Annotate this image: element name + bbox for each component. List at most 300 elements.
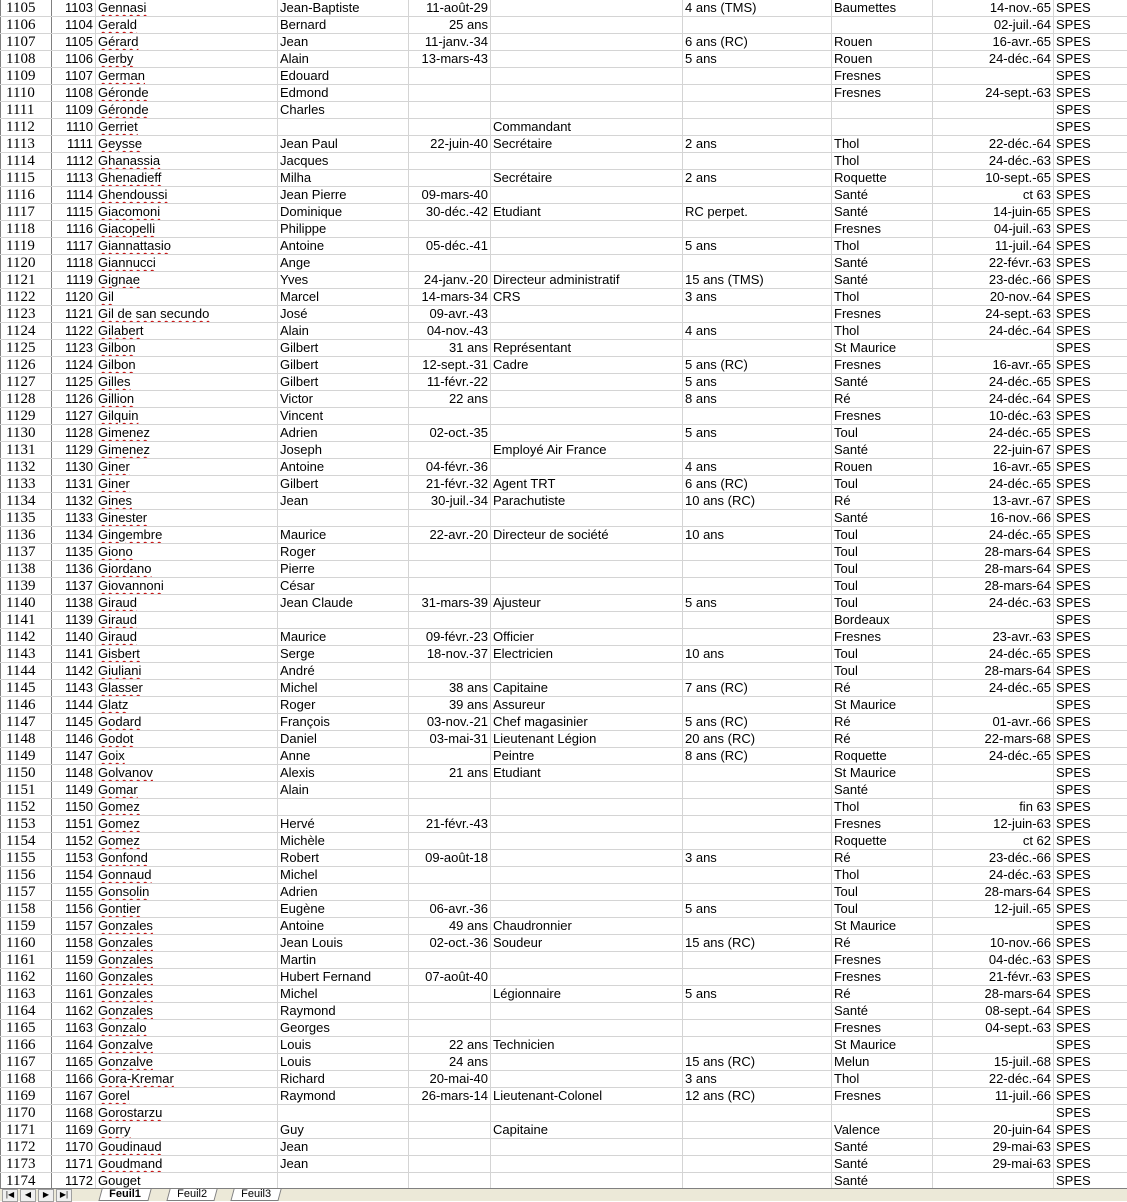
firstname-cell[interactable]: Georges (278, 1020, 409, 1037)
birth-cell[interactable]: 31 ans (409, 340, 491, 357)
profession-cell[interactable] (491, 1156, 683, 1173)
place-cell[interactable]: Thol (832, 799, 933, 816)
firstname-cell[interactable]: Louis (278, 1054, 409, 1071)
profession-cell[interactable]: Secrétaire (491, 136, 683, 153)
id-cell[interactable]: 1107 (52, 68, 96, 85)
firstname-cell[interactable]: Marcel (278, 289, 409, 306)
sentence-cell[interactable] (683, 884, 832, 901)
date-cell[interactable]: 15-juil.-68 (933, 1054, 1054, 1071)
org-cell[interactable]: SPES (1054, 51, 1127, 68)
row-header[interactable]: 1111 (1, 102, 52, 119)
surname-cell[interactable] (96, 17, 278, 34)
row-header[interactable]: 1135 (1, 510, 52, 527)
firstname-cell[interactable]: Alain (278, 51, 409, 68)
profession-cell[interactable]: Directeur administratif (491, 272, 683, 289)
sentence-cell[interactable] (683, 102, 832, 119)
firstname-cell[interactable] (278, 510, 409, 527)
sentence-cell[interactable]: 5 ans (683, 595, 832, 612)
firstname-cell[interactable]: Gilbert (278, 357, 409, 374)
firstname-cell[interactable]: Vincent (278, 408, 409, 425)
org-cell[interactable]: SPES (1054, 629, 1127, 646)
profession-cell[interactable] (491, 1054, 683, 1071)
id-cell[interactable]: 1110 (52, 119, 96, 136)
id-cell[interactable]: 1168 (52, 1105, 96, 1122)
profession-cell[interactable] (491, 1020, 683, 1037)
org-cell[interactable]: SPES (1054, 68, 1127, 85)
org-cell[interactable]: SPES (1054, 425, 1127, 442)
profession-cell[interactable] (491, 901, 683, 918)
row-header[interactable]: 1147 (1, 714, 52, 731)
id-cell[interactable]: 1124 (52, 357, 96, 374)
firstname-cell[interactable] (278, 119, 409, 136)
row-header[interactable]: 1142 (1, 629, 52, 646)
birth-cell[interactable] (409, 255, 491, 272)
profession-cell[interactable]: Secrétaire (491, 170, 683, 187)
id-cell[interactable]: 1165 (52, 1054, 96, 1071)
birth-cell[interactable]: 11-févr.-22 (409, 374, 491, 391)
surname-cell[interactable] (96, 1088, 278, 1105)
sentence-cell[interactable] (683, 255, 832, 272)
profession-cell[interactable] (491, 1105, 683, 1122)
row-header[interactable]: 1127 (1, 374, 52, 391)
row-header[interactable]: 1162 (1, 969, 52, 986)
org-cell[interactable]: SPES (1054, 0, 1127, 17)
org-cell[interactable]: SPES (1054, 357, 1127, 374)
row-header[interactable]: 1167 (1, 1054, 52, 1071)
profession-cell[interactable] (491, 561, 683, 578)
birth-cell[interactable]: 03-nov.-21 (409, 714, 491, 731)
date-cell[interactable]: 13-avr.-67 (933, 493, 1054, 510)
row-header[interactable]: 1155 (1, 850, 52, 867)
sentence-cell[interactable]: 3 ans (683, 850, 832, 867)
sentence-cell[interactable] (683, 765, 832, 782)
id-cell[interactable]: 1136 (52, 561, 96, 578)
row-header[interactable]: 1114 (1, 153, 52, 170)
place-cell[interactable]: Roquette (832, 170, 933, 187)
date-cell[interactable] (933, 340, 1054, 357)
place-cell[interactable]: Fresnes (832, 357, 933, 374)
birth-cell[interactable]: 22 ans (409, 1037, 491, 1054)
date-cell[interactable]: 22-mars-68 (933, 731, 1054, 748)
row-header[interactable]: 1113 (1, 136, 52, 153)
place-cell[interactable]: Bordeaux (832, 612, 933, 629)
place-cell[interactable]: Santé (832, 1173, 933, 1190)
profession-cell[interactable]: Employé Air France (491, 442, 683, 459)
row-header[interactable]: 1165 (1, 1020, 52, 1037)
row-header[interactable]: 1119 (1, 238, 52, 255)
firstname-cell[interactable]: Roger (278, 697, 409, 714)
surname-cell[interactable] (96, 1020, 278, 1037)
id-cell[interactable]: 1131 (52, 476, 96, 493)
date-cell[interactable] (933, 68, 1054, 85)
date-cell[interactable]: 24-déc.-64 (933, 391, 1054, 408)
row-header[interactable]: 1170 (1, 1105, 52, 1122)
sentence-cell[interactable] (683, 510, 832, 527)
place-cell[interactable]: Fresnes (832, 68, 933, 85)
place-cell[interactable]: Ré (832, 850, 933, 867)
sentence-cell[interactable]: 15 ans (RC) (683, 935, 832, 952)
surname-cell[interactable] (96, 68, 278, 85)
org-cell[interactable]: SPES (1054, 323, 1127, 340)
row-header[interactable]: 1121 (1, 272, 52, 289)
org-cell[interactable]: SPES (1054, 697, 1127, 714)
surname-cell[interactable] (96, 153, 278, 170)
surname-cell[interactable] (96, 544, 278, 561)
profession-cell[interactable] (491, 17, 683, 34)
place-cell[interactable]: Thol (832, 136, 933, 153)
firstname-cell[interactable]: Jean (278, 1139, 409, 1156)
id-cell[interactable]: 1121 (52, 306, 96, 323)
place-cell[interactable]: Ré (832, 935, 933, 952)
firstname-cell[interactable]: Guy (278, 1122, 409, 1139)
date-cell[interactable]: 24-déc.-65 (933, 646, 1054, 663)
sentence-cell[interactable] (683, 340, 832, 357)
row-header[interactable]: 1110 (1, 85, 52, 102)
birth-cell[interactable] (409, 1020, 491, 1037)
id-cell[interactable]: 1166 (52, 1071, 96, 1088)
firstname-cell[interactable]: Jean Louis (278, 935, 409, 952)
row-header[interactable]: 1157 (1, 884, 52, 901)
org-cell[interactable]: SPES (1054, 527, 1127, 544)
birth-cell[interactable]: 22-avr.-20 (409, 527, 491, 544)
surname-cell[interactable] (96, 612, 278, 629)
surname-cell[interactable] (96, 833, 278, 850)
profession-cell[interactable] (491, 221, 683, 238)
org-cell[interactable]: SPES (1054, 680, 1127, 697)
row-header[interactable]: 1174 (1, 1173, 52, 1190)
sentence-cell[interactable]: 2 ans (683, 170, 832, 187)
row-header[interactable]: 1166 (1, 1037, 52, 1054)
surname-cell[interactable] (96, 1071, 278, 1088)
date-cell[interactable] (933, 119, 1054, 136)
surname-cell[interactable] (96, 782, 278, 799)
birth-cell[interactable]: 14-mars-34 (409, 289, 491, 306)
row-header[interactable]: 1158 (1, 901, 52, 918)
profession-cell[interactable] (491, 578, 683, 595)
surname-cell[interactable] (96, 34, 278, 51)
sentence-cell[interactable] (683, 1020, 832, 1037)
profession-cell[interactable]: Cadre (491, 357, 683, 374)
row-header[interactable]: 1112 (1, 119, 52, 136)
id-cell[interactable]: 1159 (52, 952, 96, 969)
birth-cell[interactable]: 38 ans (409, 680, 491, 697)
firstname-cell[interactable]: Jean (278, 1156, 409, 1173)
place-cell[interactable]: Fresnes (832, 221, 933, 238)
birth-cell[interactable]: 30-juil.-34 (409, 493, 491, 510)
date-cell[interactable]: 02-juil.-64 (933, 17, 1054, 34)
place-cell[interactable]: Santé (832, 374, 933, 391)
row-header[interactable]: 1115 (1, 170, 52, 187)
firstname-cell[interactable]: Yves (278, 272, 409, 289)
id-cell[interactable]: 1144 (52, 697, 96, 714)
sentence-cell[interactable] (683, 816, 832, 833)
org-cell[interactable]: SPES (1054, 1054, 1127, 1071)
surname-cell[interactable] (96, 187, 278, 204)
place-cell[interactable]: Thol (832, 323, 933, 340)
org-cell[interactable]: SPES (1054, 1156, 1127, 1173)
date-cell[interactable]: 24-sept.-63 (933, 306, 1054, 323)
org-cell[interactable]: SPES (1054, 34, 1127, 51)
org-cell[interactable]: SPES (1054, 884, 1127, 901)
place-cell[interactable] (832, 1105, 933, 1122)
sentence-cell[interactable]: 4 ans (683, 323, 832, 340)
org-cell[interactable]: SPES (1054, 102, 1127, 119)
birth-cell[interactable] (409, 1139, 491, 1156)
surname-cell[interactable] (96, 1054, 278, 1071)
profession-cell[interactable]: Etudiant (491, 204, 683, 221)
row-header[interactable]: 1109 (1, 68, 52, 85)
sentence-cell[interactable]: 6 ans (RC) (683, 476, 832, 493)
org-cell[interactable]: SPES (1054, 714, 1127, 731)
profession-cell[interactable] (491, 663, 683, 680)
firstname-cell[interactable]: Eugène (278, 901, 409, 918)
date-cell[interactable]: ct 62 (933, 833, 1054, 850)
org-cell[interactable]: SPES (1054, 595, 1127, 612)
sheet-tab-feuil2[interactable]: Feuil2 (166, 1189, 217, 1201)
org-cell[interactable]: SPES (1054, 816, 1127, 833)
date-cell[interactable]: 12-juil.-65 (933, 901, 1054, 918)
profession-cell[interactable]: Electricien (491, 646, 683, 663)
sentence-cell[interactable] (683, 68, 832, 85)
row-header[interactable]: 1160 (1, 935, 52, 952)
profession-cell[interactable]: Légionnaire (491, 986, 683, 1003)
org-cell[interactable]: SPES (1054, 918, 1127, 935)
id-cell[interactable]: 1111 (52, 136, 96, 153)
birth-cell[interactable]: 05-déc.-41 (409, 238, 491, 255)
place-cell[interactable]: Toul (832, 884, 933, 901)
surname-cell[interactable] (96, 663, 278, 680)
surname-cell[interactable] (96, 969, 278, 986)
surname-cell[interactable] (96, 1122, 278, 1139)
row-header[interactable]: 1125 (1, 340, 52, 357)
date-cell[interactable]: 21-févr.-63 (933, 969, 1054, 986)
row-header[interactable]: 1117 (1, 204, 52, 221)
org-cell[interactable]: SPES (1054, 1020, 1127, 1037)
id-cell[interactable]: 1148 (52, 765, 96, 782)
place-cell[interactable]: Fresnes (832, 1020, 933, 1037)
date-cell[interactable] (933, 1105, 1054, 1122)
date-cell[interactable]: 24-déc.-65 (933, 374, 1054, 391)
birth-cell[interactable]: 06-avr.-36 (409, 901, 491, 918)
org-cell[interactable]: SPES (1054, 289, 1127, 306)
id-cell[interactable]: 1115 (52, 204, 96, 221)
id-cell[interactable]: 1170 (52, 1139, 96, 1156)
profession-cell[interactable] (491, 884, 683, 901)
row-header[interactable]: 1131 (1, 442, 52, 459)
place-cell[interactable]: Fresnes (832, 408, 933, 425)
org-cell[interactable]: SPES (1054, 204, 1127, 221)
date-cell[interactable]: 24-sept.-63 (933, 85, 1054, 102)
date-cell[interactable]: 14-nov.-65 (933, 0, 1054, 17)
date-cell[interactable]: 22-juin-67 (933, 442, 1054, 459)
date-cell[interactable]: 22-févr.-63 (933, 255, 1054, 272)
date-cell[interactable]: 12-juin-63 (933, 816, 1054, 833)
firstname-cell[interactable]: Jean (278, 493, 409, 510)
next-sheet-button[interactable]: ▶ (38, 1189, 54, 1202)
surname-cell[interactable] (96, 323, 278, 340)
firstname-cell[interactable]: Joseph (278, 442, 409, 459)
row-header[interactable]: 1154 (1, 833, 52, 850)
firstname-cell[interactable]: Dominique (278, 204, 409, 221)
profession-cell[interactable] (491, 1139, 683, 1156)
sentence-cell[interactable] (683, 799, 832, 816)
sentence-cell[interactable]: 7 ans (RC) (683, 680, 832, 697)
id-cell[interactable]: 1155 (52, 884, 96, 901)
date-cell[interactable]: 28-mars-64 (933, 884, 1054, 901)
birth-cell[interactable]: 21-févr.-32 (409, 476, 491, 493)
sentence-cell[interactable]: 20 ans (RC) (683, 731, 832, 748)
firstname-cell[interactable] (278, 799, 409, 816)
org-cell[interactable]: SPES (1054, 476, 1127, 493)
date-cell[interactable]: 04-juil.-63 (933, 221, 1054, 238)
org-cell[interactable]: SPES (1054, 187, 1127, 204)
profession-cell[interactable] (491, 153, 683, 170)
place-cell[interactable]: Fresnes (832, 85, 933, 102)
birth-cell[interactable]: 30-déc.-42 (409, 204, 491, 221)
org-cell[interactable]: SPES (1054, 952, 1127, 969)
birth-cell[interactable]: 09-févr.-23 (409, 629, 491, 646)
date-cell[interactable] (933, 697, 1054, 714)
firstname-cell[interactable]: François (278, 714, 409, 731)
firstname-cell[interactable]: Raymond (278, 1003, 409, 1020)
surname-cell[interactable] (96, 1139, 278, 1156)
row-header[interactable]: 1144 (1, 663, 52, 680)
org-cell[interactable]: SPES (1054, 493, 1127, 510)
profession-cell[interactable] (491, 459, 683, 476)
surname-cell[interactable] (96, 595, 278, 612)
place-cell[interactable]: Santé (832, 1156, 933, 1173)
date-cell[interactable]: 24-déc.-63 (933, 595, 1054, 612)
surname-cell[interactable] (96, 340, 278, 357)
firstname-cell[interactable]: Adrien (278, 425, 409, 442)
place-cell[interactable]: Thol (832, 289, 933, 306)
date-cell[interactable]: 29-mai-63 (933, 1139, 1054, 1156)
surname-cell[interactable] (96, 918, 278, 935)
profession-cell[interactable]: Chef magasinier (491, 714, 683, 731)
sentence-cell[interactable]: 15 ans (TMS) (683, 272, 832, 289)
firstname-cell[interactable]: Edmond (278, 85, 409, 102)
row-header[interactable]: 1159 (1, 918, 52, 935)
sentence-cell[interactable]: 4 ans (683, 459, 832, 476)
firstname-cell[interactable]: Raymond (278, 1088, 409, 1105)
place-cell[interactable]: St Maurice (832, 918, 933, 935)
birth-cell[interactable]: 49 ans (409, 918, 491, 935)
profession-cell[interactable]: Ajusteur (491, 595, 683, 612)
place-cell[interactable]: Melun (832, 1054, 933, 1071)
profession-cell[interactable]: Assureur (491, 697, 683, 714)
sentence-cell[interactable] (683, 119, 832, 136)
id-cell[interactable]: 1157 (52, 918, 96, 935)
row-header[interactable]: 1151 (1, 782, 52, 799)
firstname-cell[interactable]: Michel (278, 867, 409, 884)
sentence-cell[interactable] (683, 1156, 832, 1173)
surname-cell[interactable] (96, 799, 278, 816)
id-cell[interactable]: 1128 (52, 425, 96, 442)
place-cell[interactable]: Toul (832, 561, 933, 578)
birth-cell[interactable]: 07-août-40 (409, 969, 491, 986)
date-cell[interactable] (933, 612, 1054, 629)
firstname-cell[interactable]: Daniel (278, 731, 409, 748)
birth-cell[interactable] (409, 782, 491, 799)
birth-cell[interactable] (409, 1003, 491, 1020)
date-cell[interactable] (933, 782, 1054, 799)
row-header[interactable]: 1143 (1, 646, 52, 663)
row-header[interactable]: 1139 (1, 578, 52, 595)
profession-cell[interactable] (491, 799, 683, 816)
firstname-cell[interactable]: André (278, 663, 409, 680)
surname-cell[interactable] (96, 935, 278, 952)
org-cell[interactable]: SPES (1054, 799, 1127, 816)
surname-cell[interactable] (96, 1037, 278, 1054)
birth-cell[interactable] (409, 85, 491, 102)
sentence-cell[interactable] (683, 187, 832, 204)
id-cell[interactable]: 1152 (52, 833, 96, 850)
date-cell[interactable]: 24-déc.-63 (933, 867, 1054, 884)
surname-cell[interactable] (96, 867, 278, 884)
surname-cell[interactable] (96, 510, 278, 527)
date-cell[interactable]: 24-déc.-65 (933, 476, 1054, 493)
firstname-cell[interactable]: Hubert Fernand (278, 969, 409, 986)
profession-cell[interactable] (491, 425, 683, 442)
surname-cell[interactable] (96, 85, 278, 102)
id-cell[interactable]: 1138 (52, 595, 96, 612)
id-cell[interactable]: 1109 (52, 102, 96, 119)
row-header[interactable]: 1172 (1, 1139, 52, 1156)
place-cell[interactable]: Roquette (832, 833, 933, 850)
surname-cell[interactable] (96, 697, 278, 714)
birth-cell[interactable] (409, 833, 491, 850)
id-cell[interactable]: 1172 (52, 1173, 96, 1190)
place-cell[interactable]: Baumettes (832, 0, 933, 17)
profession-cell[interactable] (491, 187, 683, 204)
place-cell[interactable]: Santé (832, 187, 933, 204)
birth-cell[interactable]: 09-mars-40 (409, 187, 491, 204)
date-cell[interactable] (933, 765, 1054, 782)
place-cell[interactable]: Fresnes (832, 1088, 933, 1105)
id-cell[interactable]: 1149 (52, 782, 96, 799)
place-cell[interactable]: Fresnes (832, 816, 933, 833)
date-cell[interactable]: 28-mars-64 (933, 986, 1054, 1003)
row-header[interactable]: 1163 (1, 986, 52, 1003)
firstname-cell[interactable]: Bernard (278, 17, 409, 34)
sentence-cell[interactable]: RC perpet. (683, 204, 832, 221)
sentence-cell[interactable] (683, 867, 832, 884)
id-cell[interactable]: 1135 (52, 544, 96, 561)
profession-cell[interactable]: Capitaine (491, 1122, 683, 1139)
firstname-cell[interactable]: Gilbert (278, 374, 409, 391)
date-cell[interactable]: 24-déc.-65 (933, 527, 1054, 544)
surname-cell[interactable] (96, 493, 278, 510)
id-cell[interactable]: 1116 (52, 221, 96, 238)
place-cell[interactable]: Ré (832, 986, 933, 1003)
birth-cell[interactable] (409, 884, 491, 901)
row-header[interactable]: 1169 (1, 1088, 52, 1105)
row-header[interactable]: 1149 (1, 748, 52, 765)
profession-cell[interactable] (491, 323, 683, 340)
id-cell[interactable]: 1140 (52, 629, 96, 646)
org-cell[interactable]: SPES (1054, 1088, 1127, 1105)
org-cell[interactable]: SPES (1054, 1122, 1127, 1139)
date-cell[interactable]: 24-déc.-64 (933, 51, 1054, 68)
profession-cell[interactable]: Etudiant (491, 765, 683, 782)
date-cell[interactable]: 24-déc.-65 (933, 680, 1054, 697)
surname-cell[interactable] (96, 884, 278, 901)
birth-cell[interactable]: 39 ans (409, 697, 491, 714)
firstname-cell[interactable]: Gilbert (278, 340, 409, 357)
profession-cell[interactable] (491, 544, 683, 561)
date-cell[interactable]: 10-déc.-63 (933, 408, 1054, 425)
sentence-cell[interactable] (683, 1122, 832, 1139)
